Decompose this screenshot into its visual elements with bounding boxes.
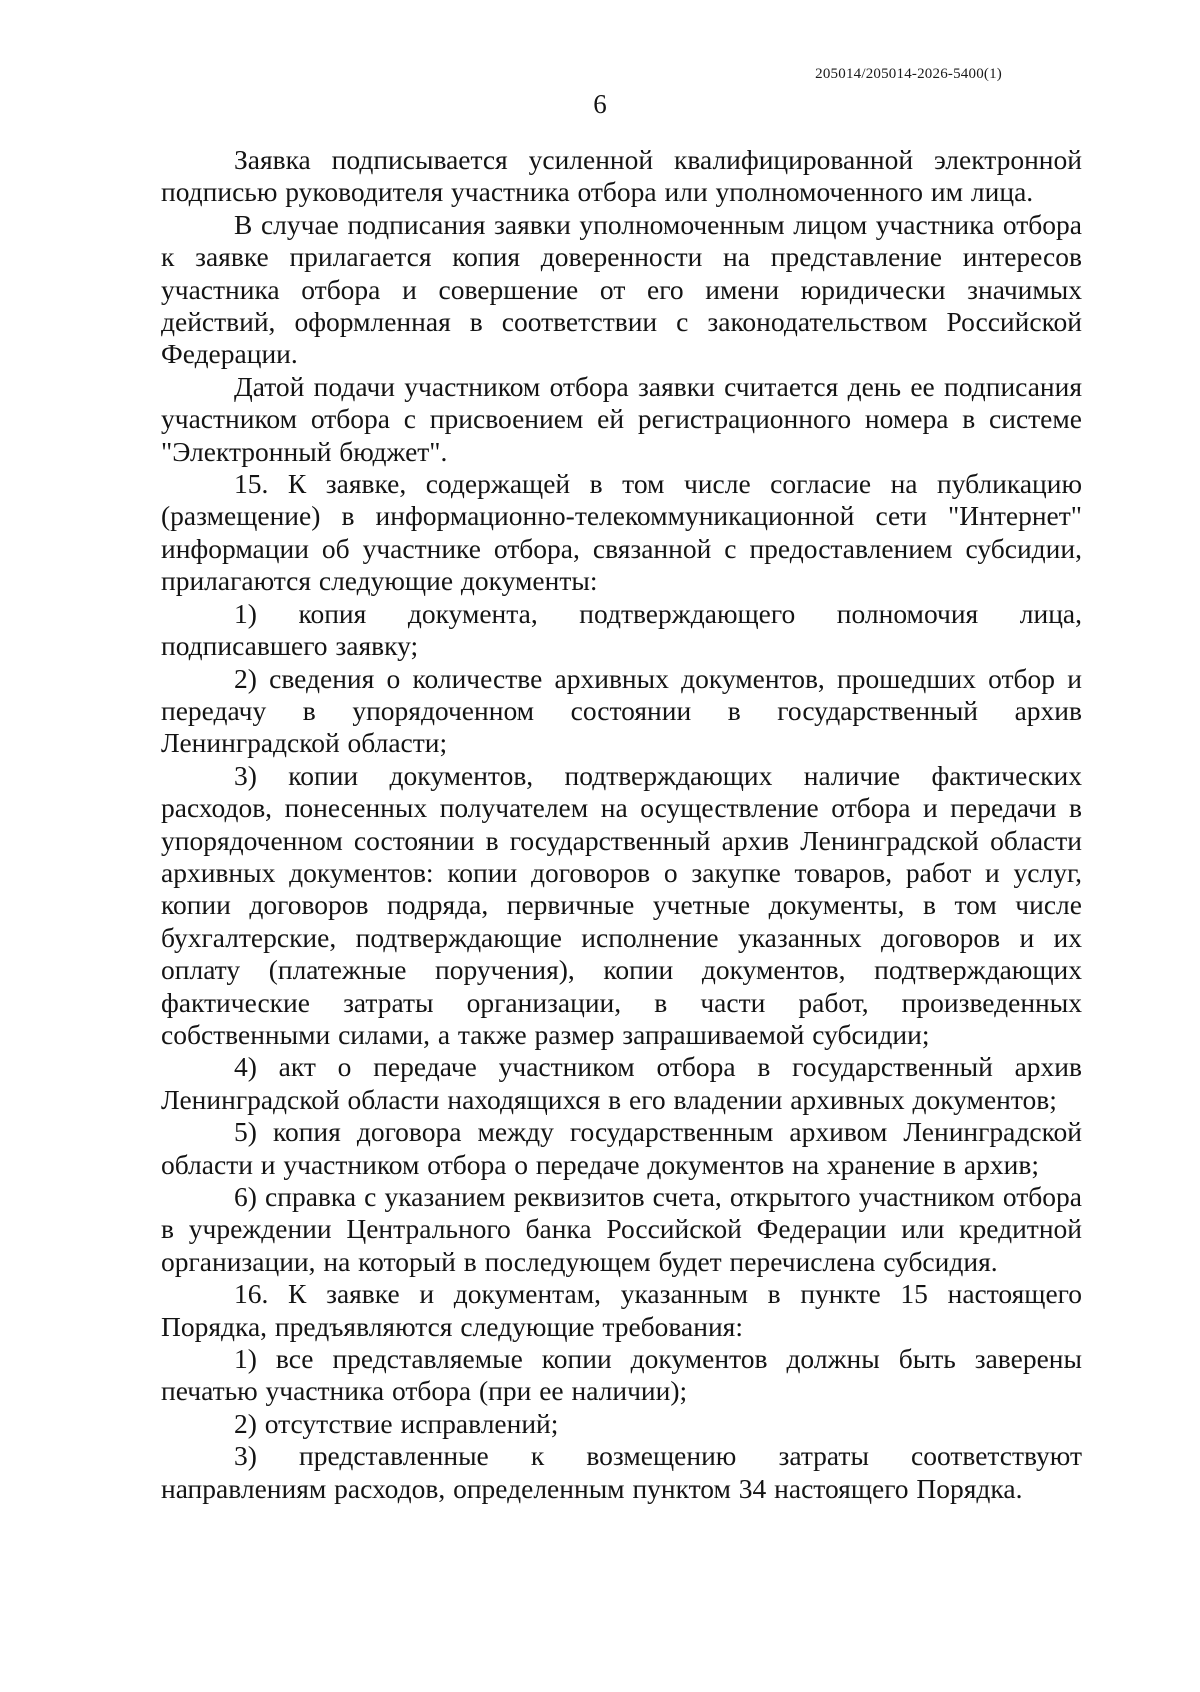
list-item-16-2: 2) отсутствие исправлений; [234, 1407, 559, 1439]
paragraph-submission-date: Датой подачи участником отбора заявки считается день ее подписания участником отбора с присвоением ей регистрационного номера в системе "Электронный бюджет". [161, 370, 1082, 467]
list-item-15-2: 2) сведения о количестве архивных документов, прошедших отбор и передачу в упорядоченном состоянии в государственный архив Ленинградской области; [161, 662, 1082, 759]
page-number: 6 [593, 89, 607, 119]
list-item-15-1: 1) копия документа, подтверждающего полномочия лица, подписавшего заявку; [161, 597, 1082, 662]
paragraph-signature: Заявка подписывается усиленной квалифицированной электронной подписью руководителя участника отбора или уполномоченного им лица. [161, 144, 1082, 208]
document-body [161, 144, 1082, 1505]
list-item-15-5: 5) копия договора между государственным архивом Ленинградской области и участником отбора о передаче документов на хранение в архив; [161, 1116, 1082, 1180]
paragraph-power-of-attorney: В случае подписания заявки уполномоченным лицом участника отбора к заявке прилагается копия доверенности на представление интересов участника отбора и совершение от его имени юридически значимых действий, оформленная в соответствии с законодательством Российской Федерации. [161, 208, 1082, 370]
list-item-16-1: 1) все представляемые копии документов должны быть заверены печатью участника отбора (при ее наличии); [161, 1343, 1082, 1407]
paragraph-clause-15: 15. К заявке, содержащей в том числе согласие на публикацию (размещение) в информационно-телекоммуникационной сети "Интернет" информации об участнике отбора, связанной с предоставлением субсидии, прилагаются следующие документы: [161, 468, 1082, 597]
list-item-15-6: 6) справка с указанием реквизитов счета, открытого участником отбора в учреждении Центрального банка Российской Федерации или кредитной организации, на который в последующем будет перечислена субсидия. [161, 1181, 1082, 1277]
paragraph-clause-16: 16. К заявке и документам, указанным в пункте 15 настоящего Порядка, предъявляются следующие требования: [161, 1278, 1082, 1342]
document-id: 205014/205014-2026-5400(1) [815, 66, 1002, 82]
list-item-15-4: 4) акт о передаче участником отбора в государственный архив Ленинградской области находящихся в его владении архивных документов; [161, 1051, 1082, 1115]
list-item-15-3: 3) копии документов, подтверждающих наличие фактических расходов, понесенных получателем на осуществление отбора и передачи в упорядоченном состоянии в государственный архив Ленинградской области архивных документов: копии договоров о закупке товаров, работ и услуг, копии договоров подряда, первичные учетные документы, в том числе бухгалтерские, подтверждающие исполнение указанных договоров и их оплату (платежные поручения), копии документов, подтверждающих фактические затраты организации, в части работ, произведенных собственными силами, а также размер запрашиваемой субсидии; [161, 759, 1082, 1050]
list-item-16-3: 3) представленные к возмещению затраты соответствуют направлениям расходов, определенным пунктом 34 настоящего Порядка. [161, 1440, 1082, 1504]
